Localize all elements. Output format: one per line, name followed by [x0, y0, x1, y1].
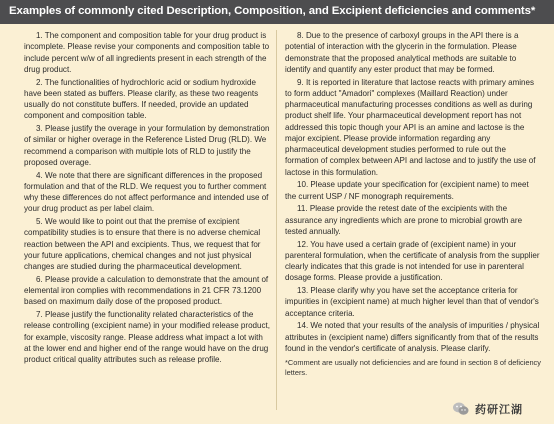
list-item: 14. We noted that your results of the analysis of impurities / physical attributes in (excipient name) differs significantly from that of the results found in the vendor's certificate of analysis. Please clarify.	[285, 321, 540, 353]
list-item: 13. Please clarify why you have set the acceptance criteria for impurities in (excipient name) at much higher level than that of vendor's acceptance criteria.	[285, 286, 539, 318]
list-item: 9. It is reported in literature that lactose reacts with primary amines to form adduct "Amadori" complexes (Maillard Reaction) under pharmaceutical manufacturing processes conditions as well as during product shelf life. Your pharmaceutical development report has not addressed this topic though your API is an amine and lactose is the major excipient. Please provide information regarding any pharmaceutical development studies performed to rule out the formation of complex between API and lactose and to justify the use of lactose in this formulation.	[285, 77, 536, 177]
list-item: 6. Please provide a calculation to demonstrate that the amount of elemental iron complies with recommendations in 21 CFR 73.1200 based on maximum daily dose of the proposed product.	[24, 274, 269, 307]
list-item: 2. The functionalities of hydrochloric acid or sodium hydroxide have been stated as buffers. Please clarify, as these two reagents usually do not constitute buffers. If needed, provide an updated component and composition table.	[24, 77, 259, 121]
header-bar	[0, 0, 554, 24]
list-item: 10. Please update your specification for (excipient name) to meet the current USP / NF monograph requirements.	[285, 180, 529, 201]
footnote: *Comment are usually not deficiencies and are found in section 8 of deficiency letters.	[285, 358, 541, 377]
list-item: 5. We would like to point out that the premise of excipient compatibility studies is to ensure that there is no adverse chemical reaction between the API and excipients. Thus, we request that for your future applications, chemical changes and not just physical changes are studied during the pharmaceutical development.	[24, 217, 261, 271]
list-item: 11. Please provide the retest date of the excipients with the assurance any ingredients which are prone to microbial growth are tested annually.	[285, 204, 523, 236]
left-column	[24, 30, 270, 367]
wechat-icon	[452, 400, 470, 418]
watermark	[452, 399, 523, 419]
watermark-text: 药研江湖	[475, 404, 523, 416]
page-title: Examples of commonly cited Description, Composition, and Excipient deficiencies and comments*	[9, 5, 536, 17]
list-item: 7. Please justify the functionality related characteristics of the release controlling (excipient name) in your modified release product, for example, viscosity range. Please address what impact a lot with at the lower end and higher end of the range would have on the drug product critical quality attributes such as release profile.	[24, 310, 271, 364]
list-item: 12. You have used a certain grade of (excipient name) in your parenteral formulation, when the certificate of analysis from the supplier clearly indicates that this grade is not intended for use in parenteral dosage forms. Please provide a justification.	[285, 239, 540, 283]
right-column	[285, 30, 541, 380]
column-divider	[276, 30, 277, 410]
list-item: 1. The component and composition table for your drug product is incomplete. Please revise your components and composition table to include percent w/w of all ingredients present in each strength of the drug product.	[24, 31, 270, 74]
list-item: 3. Please justify the overage in your formulation by demonstration of similar or higher overage in the Reference Listed Drug (RLD). We recommend a comparison with multiple lots of RLD to justify the proposed overage.	[24, 124, 270, 167]
list-item: 8. Due to the presence of carboxyl groups in the API there is a potential of interaction with the glycerin in the formulation. Please demonstrate that the proposed analytical methods are suitable to identify and quantify any ester product that may be formed.	[285, 31, 519, 74]
list-item: 4. We note that there are significant differences in the proposed formulation and that of the RLD. We request you to further comment why these differences do not affect performance and intended use of your drug product as per label claim.	[24, 170, 269, 214]
